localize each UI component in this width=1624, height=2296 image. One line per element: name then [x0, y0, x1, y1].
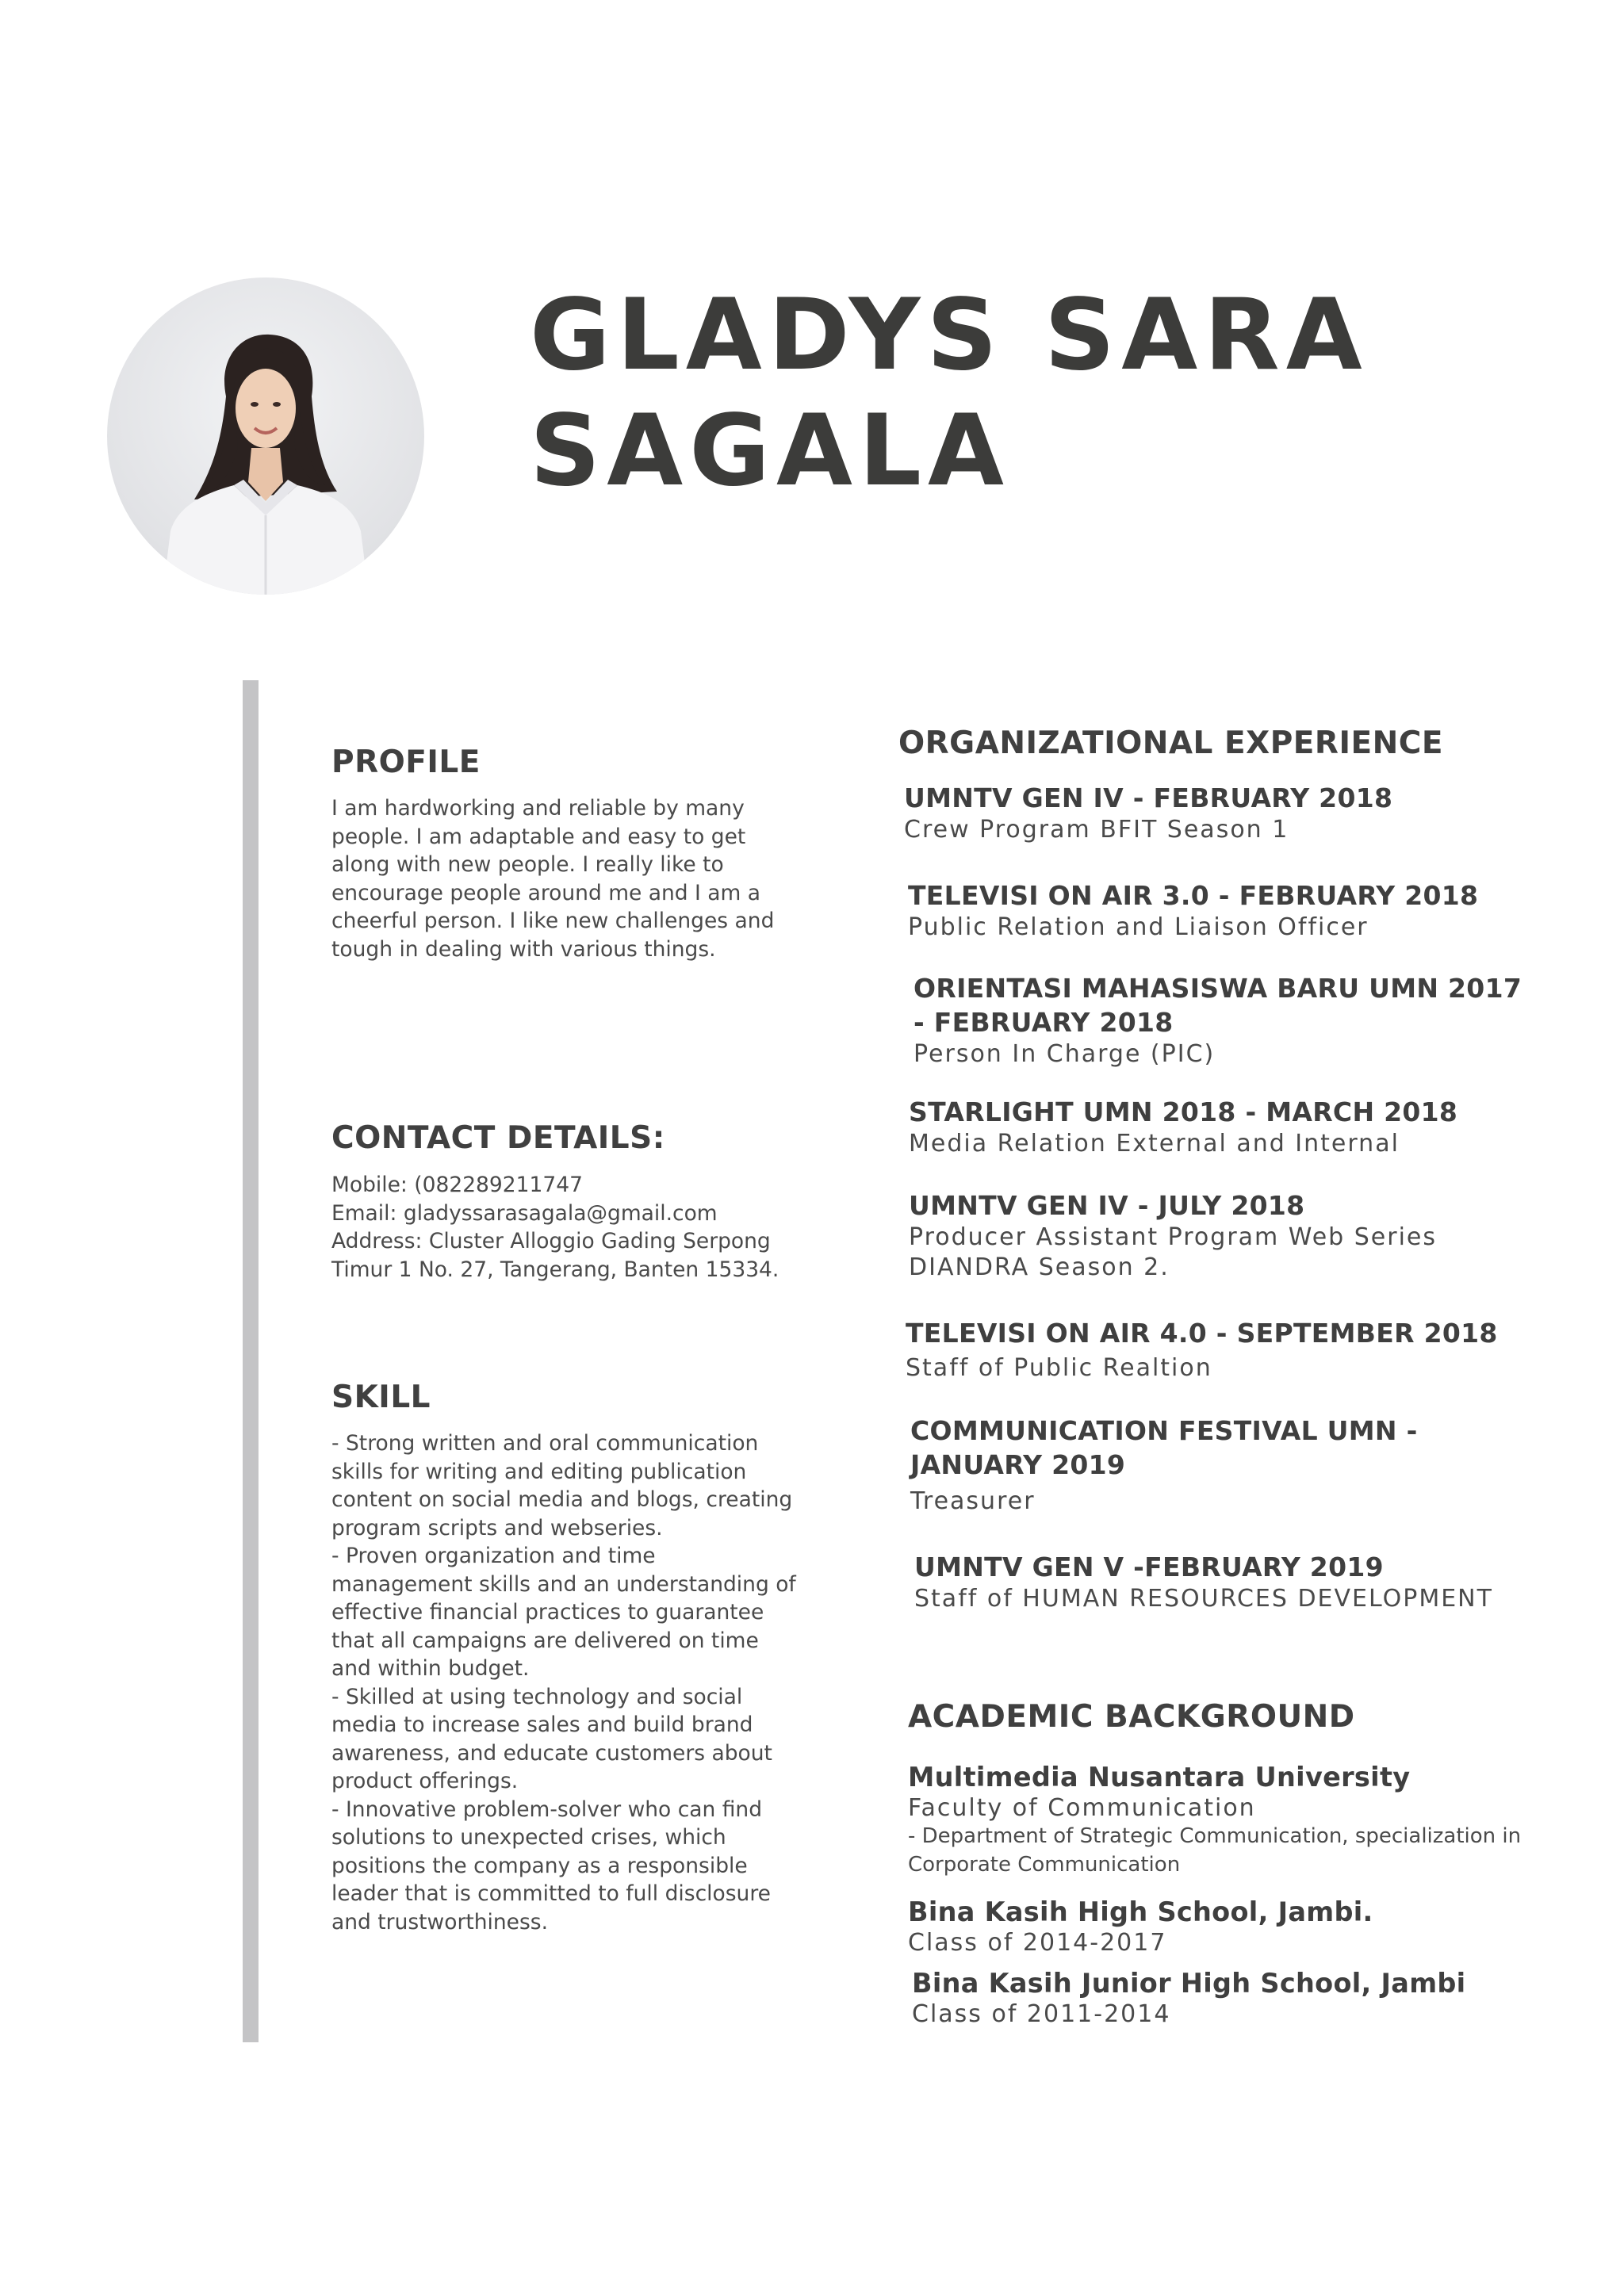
- org-role: Public Relation and Liaison Officer: [908, 913, 1369, 941]
- org-entry: [909, 1095, 1543, 1159]
- contact-details: [331, 1171, 799, 1284]
- org-title: ORIENTASI MAHASISWA BARU UMN 2017 - FEBRUARY 2018: [914, 973, 1522, 1038]
- contact-mobile: Mobile: (082289211747: [331, 1173, 583, 1197]
- org-title: UMNTV GEN IV - JULY 2018: [909, 1190, 1305, 1221]
- academic-heading: ACADEMIC BACKGROUND: [908, 1699, 1355, 1735]
- skill-list: [331, 1429, 799, 1936]
- profile-paragraph: I am hardworking and reliable by many people. I am adaptable and easy to get along with new people. I really like to encourage people around me and I am a cheerful person. I like new challenges and tough in dealing with various things.: [331, 796, 775, 962]
- org-entry: [914, 971, 1540, 1070]
- portrait-illustration: [107, 277, 424, 595]
- school-name: Bina Kasih Junior High School, Jambi: [912, 1968, 1466, 1999]
- org-title: UMNTV GEN V -FEBRUARY 2019: [914, 1552, 1384, 1582]
- contact-address: Address: Cluster Alloggio Gading Serpong Timur 1 No. 27, Tangerang, Banten 15334.: [331, 1229, 779, 1282]
- name-line-2: SAGALA: [530, 394, 1010, 508]
- org-title: COMMUNICATION FESTIVAL UMN - JANUARY 2019: [910, 1415, 1418, 1480]
- org-role: Media Relation External and Internal: [909, 1130, 1400, 1158]
- org-title: TELEVISI ON AIR 3.0 - FEBRUARY 2018: [908, 880, 1479, 911]
- org-entry: [910, 1414, 1465, 1517]
- org-entry: [906, 1316, 1556, 1383]
- skill-item: - Innovative problem-solver who can find solutions to unexpected crises, which positions the company as a responsible leader that is committed to full disclosure and trustworthiness.: [331, 1797, 771, 1934]
- school-detail: - Department of Strategic Communication, specialization in Corporate Communication: [908, 1824, 1522, 1877]
- org-entry: [909, 1188, 1496, 1283]
- academic-entry: [912, 1968, 1586, 2028]
- school-faculty: Faculty of Communication: [908, 1794, 1256, 1822]
- org-entry: [908, 878, 1542, 943]
- academic-entry: [908, 1762, 1582, 1879]
- org-title: UMNTV GEN IV - FEBRUARY 2018: [904, 783, 1393, 813]
- org-title: TELEVISI ON AIR 4.0 - SEPTEMBER 2018: [906, 1318, 1498, 1349]
- vertical-divider: [243, 680, 259, 2042]
- org-role: Treasurer: [910, 1487, 1036, 1515]
- profile-text: [331, 794, 799, 963]
- candidate-name: [530, 277, 1561, 509]
- org-role: Person In Charge (PIC): [914, 1040, 1216, 1068]
- organizational-heading: ORGANIZATIONAL EXPERIENCE: [898, 725, 1444, 761]
- org-title: STARLIGHT UMN 2018 - MARCH 2018: [909, 1096, 1458, 1127]
- school-name: Bina Kasih High School, Jambi.: [908, 1896, 1373, 1927]
- skill-item: - Strong written and oral communication skills for writing and editing publication content on social media and blogs, creating program scripts and webseries.: [331, 1431, 793, 1540]
- school-class: Class of 2014-2017: [908, 1929, 1167, 1957]
- contact-heading: CONTACT DETAILS:: [331, 1120, 665, 1156]
- org-role: Staff of HUMAN RESOURCES DEVELOPMENT: [914, 1585, 1493, 1613]
- skill-item: - Proven organization and time management skills and an understanding of effective financial practices to guarantee that all campaigns are delivered on time and within budget.: [331, 1544, 796, 1681]
- org-role: Crew Program BFIT Season 1: [904, 816, 1289, 844]
- school-name: Multimedia Nusantara University: [908, 1762, 1411, 1793]
- profile-photo: [107, 277, 424, 595]
- academic-entry: [908, 1896, 1582, 1957]
- org-role: Producer Assistant Program Web Series DIANDRA Season 2.: [909, 1223, 1437, 1281]
- org-role: Staff of Public Realtion: [906, 1354, 1212, 1382]
- name-line-1: GLADYS SARA: [530, 278, 1369, 392]
- profile-heading: PROFILE: [331, 744, 481, 780]
- org-entry: [914, 1550, 1565, 1614]
- org-entry: [904, 781, 1538, 845]
- skill-heading: SKILL: [331, 1380, 431, 1415]
- contact-email: Email: gladyssarasagala@gmail.com: [331, 1200, 718, 1226]
- school-class: Class of 2011-2014: [912, 2000, 1171, 2028]
- skill-item: - Skilled at using technology and social media to increase sales and build brand awareness, and educate customers about product offerings.: [331, 1684, 772, 1793]
